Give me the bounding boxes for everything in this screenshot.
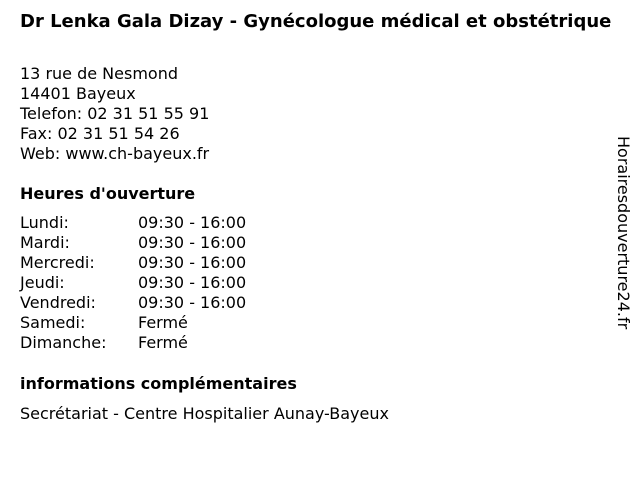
street-address: 13 rue de Nesmond (20, 64, 178, 83)
day-hours: 09:30 - 16:00 (138, 253, 247, 272)
day-hours: 09:30 - 16:00 (138, 273, 247, 292)
opening-hours-heading: Heures d'ouverture (20, 184, 196, 203)
day-hours: 09:30 - 16:00 (138, 233, 247, 252)
site-watermark (610, 136, 634, 344)
day-label: Mercredi: (20, 253, 95, 272)
day-hours: Fermé (138, 313, 188, 332)
day-hours: Fermé (138, 333, 188, 352)
day-label: Samedi: (20, 313, 86, 332)
day-hours: 09:30 - 16:00 (138, 293, 247, 312)
hours-row-saturday (20, 313, 320, 333)
hours-row-monday (20, 213, 320, 233)
city-postcode: 14401 Bayeux (20, 84, 136, 103)
fax-number: Fax: 02 31 51 54 26 (20, 124, 180, 143)
day-hours: 09:30 - 16:00 (138, 213, 247, 232)
page-title: Dr Lenka Gala Dizay - Gynécologue médical et obstétrique (20, 11, 612, 32)
phone-number: Telefon: 02 31 51 55 91 (20, 104, 210, 123)
day-label: Lundi: (20, 213, 69, 232)
day-label: Vendredi: (20, 293, 96, 312)
website: Web: www.ch-bayeux.fr (20, 144, 210, 163)
additional-info-text: Secrétariat - Centre Hospitalier Aunay-Bayeux (20, 404, 389, 423)
hours-row-sunday (20, 333, 320, 353)
day-label: Mardi: (20, 233, 70, 252)
hours-row-wednesday (20, 253, 320, 273)
hours-row-tuesday (20, 233, 320, 253)
opening-hours-table (20, 213, 320, 353)
day-label: Jeudi: (20, 273, 65, 292)
hours-row-thursday (20, 273, 320, 293)
address-block (20, 64, 209, 164)
additional-info-heading: informations complémentaires (20, 374, 297, 393)
watermark-text: Horairesdouverture24.fr (614, 136, 633, 330)
hours-row-friday (20, 293, 320, 313)
day-label: Dimanche: (20, 333, 107, 352)
